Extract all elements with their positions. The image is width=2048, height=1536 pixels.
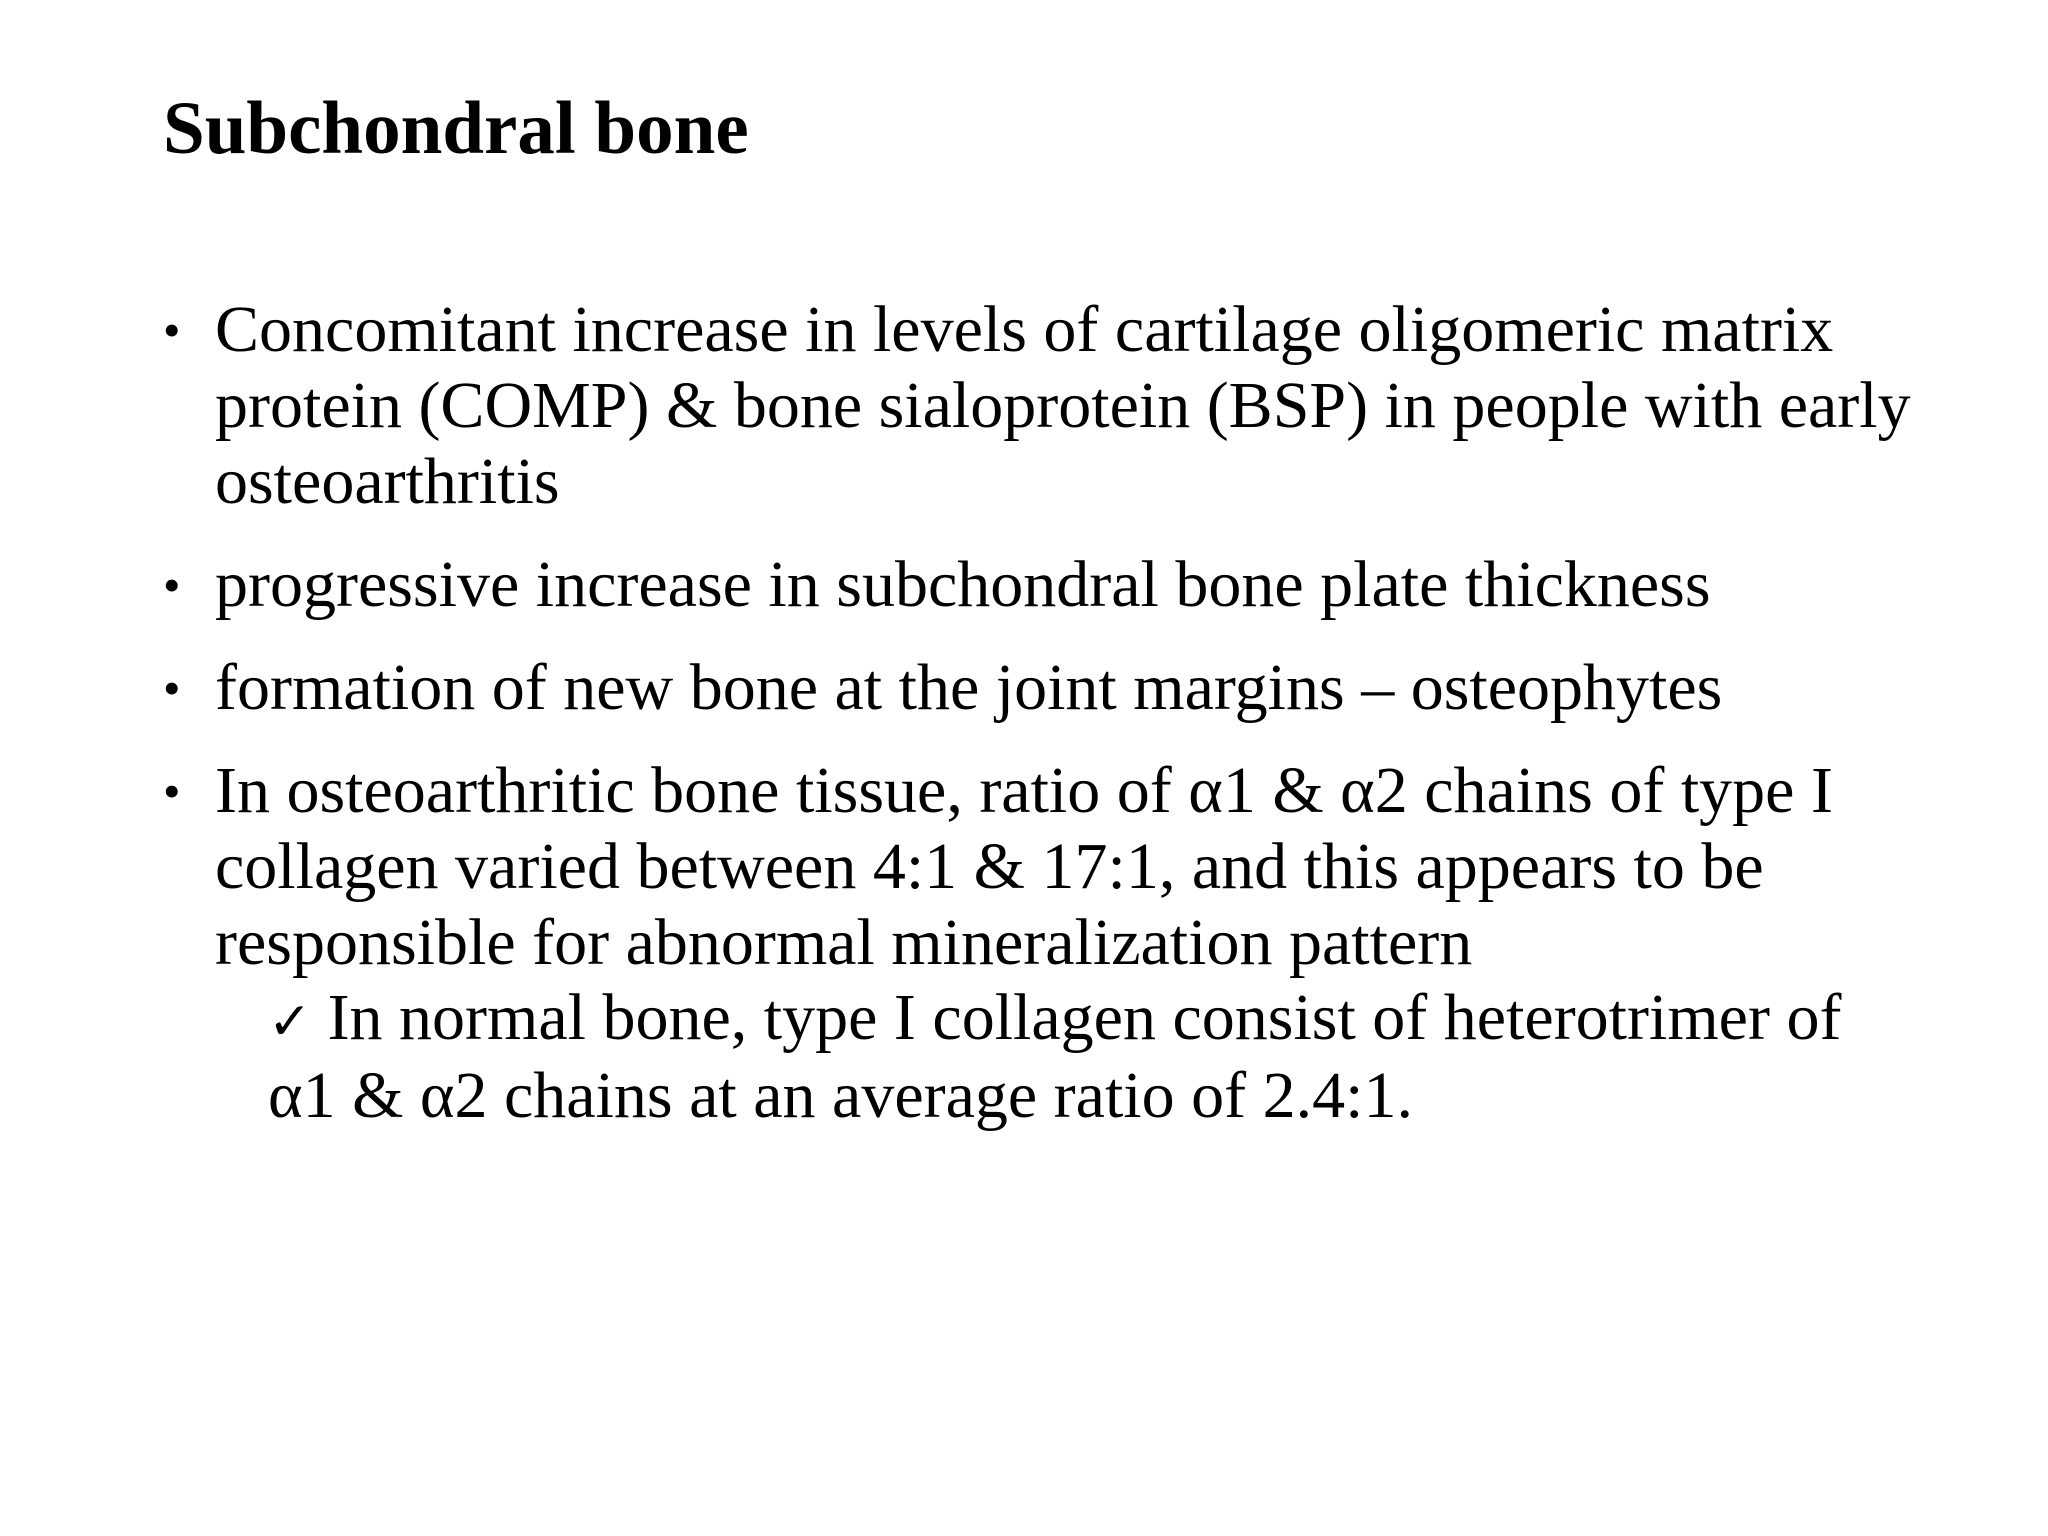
bullet-text: Concomitant increase in levels of cartilage oligomeric matrix protein (COMP) & bone sialoprotein (BSP) in people with early osteoarthritis — [215, 293, 1911, 518]
slide-title: Subchondral bone — [163, 87, 749, 170]
bullet-marker: • — [163, 660, 181, 716]
bullet-text: formation of new bone at the joint margins – osteophytes — [215, 651, 1723, 724]
bullet-text: In osteoarthritic bone tissue, ratio of α1 & α2 chains of type I collagen varied between 4:1 & 17:1, and this appears to be responsible for abnormal mineralization pattern — [215, 754, 1833, 979]
bullet-marker: • — [163, 302, 181, 358]
bullet-item — [163, 547, 1923, 623]
bullet-list — [163, 292, 1923, 1133]
bullet-item — [163, 650, 1923, 726]
bullet-item — [163, 753, 1923, 981]
bullet-marker: • — [163, 557, 181, 613]
bullet-marker: • — [163, 763, 181, 819]
bullet-item — [163, 292, 1923, 520]
sub-bullet-text: In normal bone, type I collagen consist of heterotrimer of α1 & α2 chains at an average ratio of 2.4:1. — [268, 981, 1842, 1132]
bullet-text: progressive increase in subchondral bone plate thickness — [215, 548, 1711, 621]
sub-bullet-item — [268, 981, 1908, 1133]
checkmark-icon: ✓ — [268, 992, 312, 1052]
